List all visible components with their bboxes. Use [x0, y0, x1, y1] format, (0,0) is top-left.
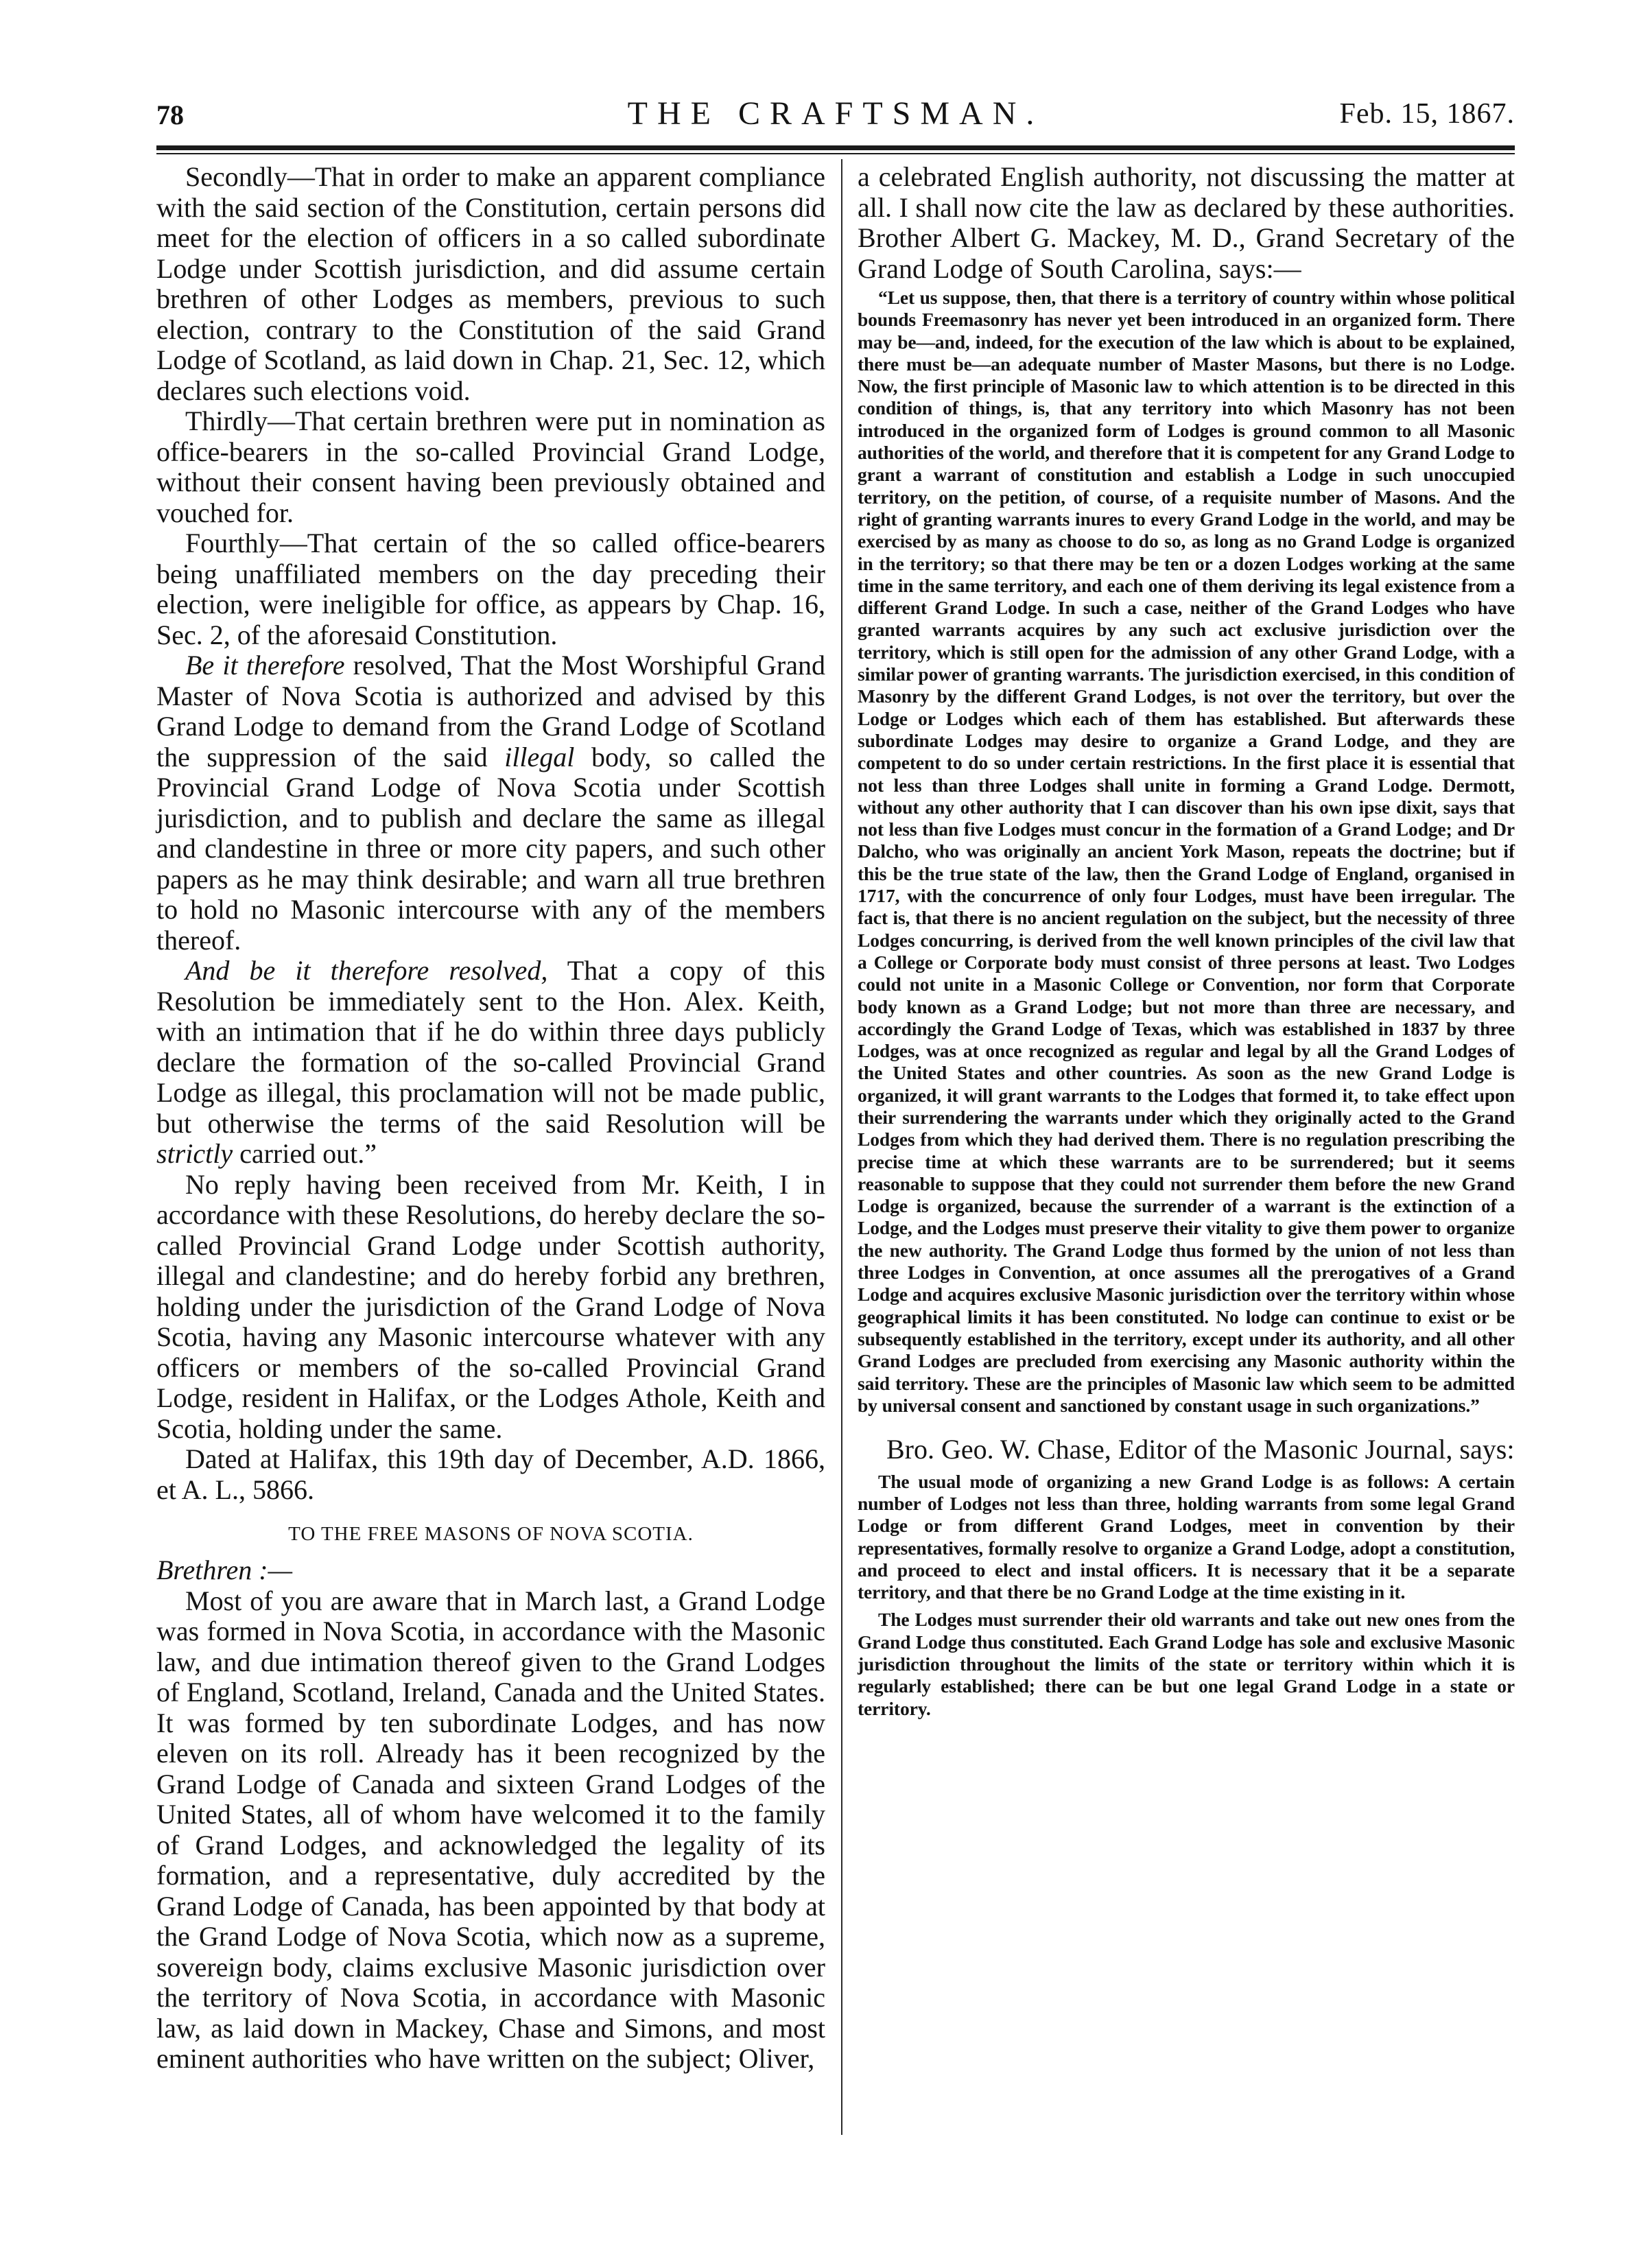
resolution-second-tail: carried out.”: [233, 1138, 377, 1169]
resolution-second-emphasis: strictly: [156, 1138, 233, 1169]
dated-line: Dated at Halifax, this 19th day of December, A.D. 1866, et A. L., 5866.: [156, 1443, 825, 1505]
resolution-first-tail: body, so called the Provincial Grand Lodge of Nova Scotia under Scottish jurisdiction, and to publish and declare the same as illegal and clandestine in three or more city papers, and such other papers as he may think desirable; and warn all true brethren to hold no Masonic intercourse with any of the members thereof.: [156, 741, 826, 956]
resolution-first-emphasis: illegal: [504, 741, 575, 772]
header-rule-thick: [156, 145, 1515, 150]
running-head: [156, 93, 1515, 137]
resolution-second-lead: And be it therefore resolved,: [185, 955, 548, 986]
right-column: [858, 162, 1515, 1720]
salutation: Brethren :—: [156, 1555, 293, 1585]
paragraph-secondly: Secondly—That in order to make an apparent compliance with the said section of the Constitution, certain persons did meet for the election of officers in a so called subordinate Lodge under Scottish jurisdiction, and did assume certain brethren of other Lodges as members, previous to such election, contrary to the Constitution of the said Grand Lodge of Scotland, as laid down in Chap. 21, Sec. 12, which declares such elections void.: [156, 161, 825, 406]
chase-quotation-first: The usual mode of organizing a new Grand Lodge is as follows: A certain number of Lodges not less than three, holding warrants from some legal Grand Lodge or from different Grand Lodges, meet in convention by their representatives, formally resolve to organize a Grand Lodge, adopt a constitution, and proceed to elect and instal officers. It is necessary that it be a separate territory, and that there be no Grand Lodge at the time existing in it.: [858, 1470, 1515, 1603]
resolution-first-text: resolved, That the Most Worshipful Grand Master of Nova Scotia is authorized and advised by this Grand Lodge to demand from the Grand Lodge of Scotland the suppression of the said: [156, 650, 825, 772]
proclamation-paragraph: No reply having been received from Mr. Keith, I in accordance with these Resolutions, do hereby declare the so-called Provincial Grand Lodge under Scottish authority, illegal and clandestine; and do hereby forbid any brethren, holding under the jurisdiction of the Grand Lodge of Nova Scotia, having any Masonic intercourse whatever with any officers or members of the so-called Provincial Grand Lodge, resident in Halifax, or the Lodges Athole, Keith and Scotia, holding under the same.: [156, 1168, 825, 1444]
header-rule-thin: [156, 153, 1515, 154]
left-column: [156, 162, 825, 2075]
paragraph-thirdly: Thirdly—That certain brethren were put in nomination as office-bearers in the so-called Provincial Grand Lodge, without their consent having been previously obtained and vouched for.: [156, 405, 825, 528]
column-divider: [841, 159, 842, 2135]
issue-date: Feb. 15, 1867.: [1339, 98, 1515, 130]
resolution-second-text: That a copy of this Resolution be immediately sent to the Hon. Alex. Keith, with an intimation that if he do within three days publicly declare the formation of the so-called Provincial Grand Lodge as illegal, this proclamation will not be made public, but otherwise the terms of the said Resolution will be: [156, 955, 825, 1139]
resolution-second: [156, 956, 825, 1170]
continuation-paragraph: a celebrated English authority, not discussing the matter at all. I shall now cite the law as declared by these authorities. Brother Albert G. Mackey, M. D., Grand Secretary of the Grand Lodge of South Carolina, says:—: [858, 161, 1515, 284]
chase-quotation-second: The Lodges must surrender their old warrants and take out new ones from the Grand Lodge thus constituted. Each Grand Lodge has sole and exclusive Masonic jurisdiction throughout the limits of the state or territory within which it is regularly established; there can be but one legal Grand Lodge in a state or territory.: [858, 1609, 1515, 1719]
resolution-first-lead: Be it therefore: [185, 650, 345, 681]
mackey-quotation: “Let us suppose, then, that there is a territory of country within whose political bounds Freemasonry has never yet been introduced in an organized form. There may be—and, indeed, for the execution of the law which is about to be explained, there must be—an adequate number of Master Masons, but there is no Lodge. Now, the first principle of Masonic law to which attention is to be directed in this condition of things, is, that any territory into which Masonry has not been introduced in the organized form of Lodges is ground common to all Masonic authorities of the world, and therefore that it is competent for any Grand Lodge to grant a warrant of constitution and establish a Lodge in such unoccupied territory, on the petition, of course, of a requisite number of Masons. And the right of granting warrants inures to every Grand Lodge in the world, and may be exercised by as many as choose to do so, as long as no Grand Lodge is organized in the territory; so that there may be ten or a dozen Lodges working at the same time in the same territory, and each one of them deriving its legal existence from a different Grand Lodge. In such a case, neither of the Grand Lodges who have granted warrants acquires by any such act exclusive jurisdiction over the territory, which is still open for the admission of any other Grand Lodge, with a similar power of granting warrants. The jurisdiction exercised, in this condition of Masonry by the different Grand Lodges, is not over the territory, but over the Lodge or Lodges which each of them has established. But afterwards these subordinate Lodges may desire to organize a Grand Lodge, and they are competent to do so under certain restrictions. In the first place it is essential that not less than three Lodges shall unite in forming a Grand Lodge. Dermott, without any other authority that I can discover than his own ipse dixit, says that not less than five Lodges must concur in the formation of a Grand Lodge; and Dr Dalcho, who was originally an ancient York Mason, repeats the doctrine; but if this be the true state of the law, then the Grand Lodge of England, organised in 1717, with the concurrence of only four Lodges, must have been irregular. The fact is, that there is no ancient regulation on the subject, but the necessity of three Lodges concurring, is derived from the well known principles of the civil law that a College or Corporate body must consist of three persons at least. Two Lodges could not unite in a Masonic College or Convention, nor form that Corporate body known as a Grand Lodge; but not more than three are necessary, and accordingly the Grand Lodge of Texas, which was established in 1837 by three Lodges, was at once recognized as regular and legal by all the Grand Lodges of the United States and other countries. As soon as the new Grand Lodge is organized, it will grant warrants to the Lodges that formed it, to take effect upon their surrendering the warrants under which they originally acted to the Grand Lodges from which they had derived them. There is no regulation prescribing the precise time at which these warrants are to be surrendered; but it seems reasonable to suppose that they could not surrender them before the new Grand Lodge is organized, because the surrender of a warrant is the extinction of a Lodge, and the Lodges must preserve their vitality to give them power to organize the new authority. The Grand Lodge thus formed by the union of not less than three Lodges in Convention, at once assumes all the prerogatives of a Grand Lodge and acquires exclusive Masonic jurisdiction over the territory within whose geographical limits it has been constituted. No lodge can continue to exist or be subsequently established in the territory, except under its authority, and all other Grand Lodges are precluded from exercising any Masonic authority within the said territory. These are the principles of Masonic law which seem to be admitted by universal consent and sanctioned by constant usage in such organizations.”: [858, 287, 1515, 1416]
paragraph-fourthly: Fourthly—That certain of the so called office-bearers being unaffiliated members on the day preceding their election, were ineligible for office, as appears by Chap. 16, Sec. 2, of the aforesaid Constitution.: [156, 528, 825, 650]
page-number: 78: [156, 99, 184, 130]
address-heading: TO THE FREE MASONS OF NOVA SCOTIA.: [288, 1523, 694, 1545]
resolution-first: [156, 650, 825, 956]
journal-title: THE CRAFTSMAN.: [627, 95, 1044, 132]
address-paragraph: Most of you are aware that in March last, a Grand Lodge was formed in Nova Scotia, in accordance with the Masonic law, and due intimation thereof given to the Grand Lodges of England, Scotland, Ireland, Canada and the United States. It was formed by ten subordinate Lodges, and has now eleven on its roll. Already has it been recognized by the Grand Lodge of Canada and sixteen Grand Lodges of the United States, all of whom have welcomed it to the family of Grand Lodges, and acknowledged the legality of its formation, and a representative, duly accredited by the Grand Lodge of Canada, has been appointed by that body at the Grand Lodge of Nova Scotia, which now as a supreme, sovereign body, claims exclusive Masonic jurisdiction over the territory of Nova Scotia, in accordance with Masonic law, as laid down in Mackey, Chase and Simons, and most eminent authorities who have written on the subject; Oliver,: [156, 1585, 825, 2074]
chase-introduction: Bro. Geo. W. Chase, Editor of the Masonic Journal, says:: [886, 1434, 1515, 1465]
